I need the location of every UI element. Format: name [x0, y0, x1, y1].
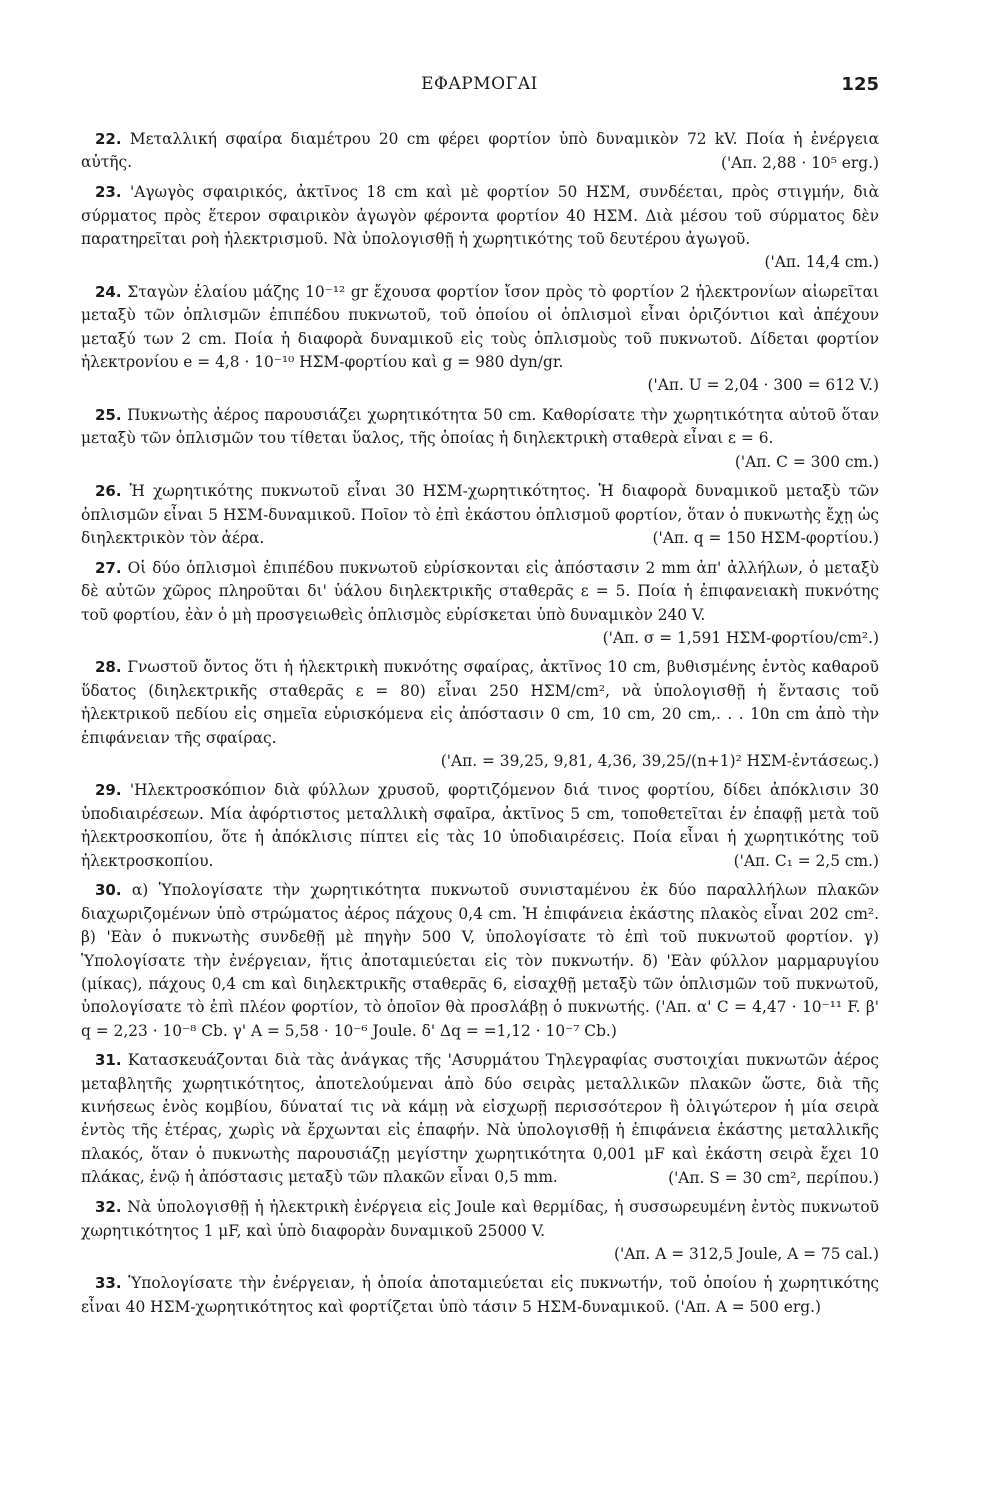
problem-29-answer: ('Απ. C₁ = 2,5 cm.) — [733, 852, 879, 870]
problem-28 — [81, 656, 879, 750]
problem-text: Γνωστοῦ ὄντος ὅτι ἡ ἠλεκτρικὴ πυκνότης σφαίρας, ἀκτῖνος 10 cm, βυθισμένης ἐντὸς καθαροῦ ὕδατος (διηλεκτρικῆς σταθερᾶς ε = 80) εἶναι 250 ΗΣΜ/cm², νὰ ὑπολογισθῇ ἡ ἔντασις τοῦ ἠλεκτρικοῦ πεδίου εἰς σημεῖα εὑρισκόμενα εἰς ἀπόστασιν 0 cm, 10 cm, 20 cm,. . . 10n cm ἀπὸ τὴν ἐπιφάνειαν τῆς σφαίρας. — [81, 658, 879, 747]
problem-23 — [81, 181, 879, 251]
problem-number: 24. — [95, 282, 122, 301]
problem-number: 31. — [95, 1051, 122, 1070]
problem-number: 32. — [95, 1198, 122, 1217]
problem-31-answer: ('Απ. S = 30 cm², περίπου.) — [668, 1168, 879, 1187]
problem-text: Νὰ ὑπολογισθῇ ἡ ἠλεκτρικὴ ἐνέργεια εἰς Joule καὶ θερμίδας, ἡ συσσωρευμένη ἐντὸς πυκνωτοῦ χωρητικότητος 1 μF, καὶ ὑπὸ διαφορὰν δυναμικοῦ 25000 V. — [81, 1198, 879, 1240]
page-header — [80, 74, 879, 98]
problem-text: Ὑπολογίσατε τὴν ἐνέργειαν, ἡ ὁποία ἀποταμιεύεται εἰς πυκνωτήν, τοῦ ὁποίου ἡ χωρητικότης εἶναι 40 ΗΣΜ-χωρητικότητος καὶ φορτίζεται ὑπὸ τάσιν 5 ΗΣΜ-δυναμικοῦ. ('Απ. A = 500 erg.) — [81, 1274, 879, 1316]
problem-number: 26. — [95, 482, 122, 501]
problem-number: 30. — [95, 881, 122, 900]
page-number: 125 — [841, 74, 879, 95]
problem-text: Μεταλλική σφαίρα διαμέτρου 20 cm φέρει φορτίον ὑπὸ δυναμικὸν 72 kV. Ποία ἡ ἐνέργεια αὐτῆς. — [81, 130, 879, 172]
problem-32 — [81, 1196, 879, 1243]
problem-28-answer: ('Απ. = 39,25, 9,81, 4,36, 39,25/(n+1)² ΗΣΜ-ἐντάσεως.) — [440, 751, 879, 770]
problem-number: 27. — [95, 558, 122, 577]
problem-text: 'Ηλεκτροσκόπιον διὰ φύλλων χρυσοῦ, φορτιζόμενον διά τινος φορτίου, δίδει ἀπόκλισιν 30 ὑποδιαιρέσεων. Μία ἀφόρτιστος μεταλλικὴ σφαῖρα, ἀκτῖνος 5 cm, τοποθετεῖται ἐν ἐπαφῇ μετὰ τοῦ ἠλεκτροσκοπίου, ὅτε ἡ ἀπόκλισις πίπτει εἰς τὰς 10 ὑποδιαιρέσεις. Ποία εἶναι ἡ χωρητικότης τοῦ ἠλεκτροσκοπίου. — [81, 781, 879, 870]
problem-number: 25. — [95, 405, 122, 424]
problem-number: 33. — [95, 1274, 122, 1293]
problem-22-answer: ('Απ. 2,88 · 10⁵ erg.) — [720, 153, 879, 172]
problem-text: α) Ὑπολογίσατε τὴν χωρητικότητα πυκνωτοῦ συνισταμένου ἐκ δύο παραλλήλων πλακῶν διαχωριζομένων ὑπὸ στρώματος ἀέρος πάχους 0,4 cm. Ἡ ἐπιφάνεια ἑκάστης πλακὸς εἶναι 202 cm². β) 'Εὰν ὁ πυκνωτὴς συνδεθῇ μὲ πηγὴν 500 V, ὑπολογίσατε τὸ ἐπὶ τοῦ πυκνωτοῦ φορτίον. γ) Ὑπολογίσατε τὴν ἐνέργειαν, ἥτις ἀποταμιεύεται εἰς τὸν πυκνωτήν. δ) 'Εὰν φύλλον μαρμαρυγίου (μίκας), πάχους 0,4 cm καὶ διηλεκτρικῆς σταθερᾶς 6, εἰσαχθῇ μεταξὺ τῶν ὁπλισμῶν τοῦ πυκνωτοῦ, ὑπολογίσατε τὸ ἐπὶ πλέον φορτίον, τὸ ὁποῖον θὰ προσλάβῃ ὁ πυκνωτής. ('Απ. α' C = 4,47 · 10⁻¹¹ F. β' q = 2,23 · 10⁻⁸ Cb. γ' A = 5,58 · 10⁻⁶ Joule. δ' Δq = =1,12 · 10⁻⁷ Cb.) — [81, 881, 879, 1040]
problem-text: 'Αγωγὸς σφαιρικός, ἀκτῖνος 18 cm καὶ μὲ φορτίον 50 ΗΣΜ, συνδέεται, πρὸς στιγμήν, διὰ σύρματος πρὸς ἕτερον σφαιρικὸν ἀγωγὸν φέροντα φορτίον 40 ΗΣΜ. Διὰ μέσου τοῦ σύρματος δὲν παρατηρεῖται ροὴ ἠλεκτρισμοῦ. Νὰ ὑπολογισθῇ ἡ χωρητικότης τοῦ δευτέρου ἀγωγοῦ. — [81, 183, 879, 249]
problem-33 — [81, 1272, 879, 1319]
running-title: ΕΦΑΡΜΟΓΑΙ — [421, 74, 538, 94]
problem-26-answer: ('Απ. q = 150 ΗΣΜ-φορτίου.) — [652, 529, 879, 548]
problem-number: 29. — [95, 781, 122, 800]
problem-27 — [81, 557, 879, 627]
problem-number: 22. — [95, 130, 122, 148]
problem-25-answer: ('Απ. C = 300 cm.) — [734, 452, 879, 471]
problem-25 — [81, 404, 879, 451]
problem-number: 28. — [95, 658, 122, 677]
problem-24-answer: ('Απ. U = 2,04 · 300 = 612 V.) — [647, 376, 879, 395]
problem-text: Ἡ χωρητικότης πυκνωτοῦ εἶναι 30 ΗΣΜ-χωρητικότητος. Ἡ διαφορὰ δυναμικοῦ μεταξὺ τῶν ὁπλισμῶν εἶναι 5 ΗΣΜ-δυναμικοῦ. Ποῖον τὸ ἐπὶ ἑκάστου ὁπλισμοῦ φορτίον, ὅταν ὁ πυκνωτὴς ἔχῃ ὡς διηλεκτρικὸν τὸν ἀέρα. — [81, 482, 879, 547]
problem-24 — [81, 281, 879, 375]
problem-number: 23. — [95, 183, 122, 202]
problem-23-answer: ('Απ. 14,4 cm.) — [764, 253, 879, 272]
problem-32-answer: ('Απ. A = 312,5 Joule, A = 75 cal.) — [613, 1244, 879, 1263]
problem-30 — [81, 879, 879, 1043]
problem-text: Σταγὼν ἐλαίου μάζης 10⁻¹² gr ἔχουσα φορτίον ἴσον πρὸς τὸ φορτίον 2 ἠλεκτρονίων αἰωρεῖται μεταξὺ τῶν ὁπλισμῶν ἐπιπέδου πυκνωτοῦ, τοῦ ὁποίου οἱ ὁπλισμοὶ εἶναι ὁριζόντιοι καὶ ἀπέχουν μεταξύ των 2 cm. Ποία ἡ διαφορὰ δυναμικοῦ εἰς τοὺς ὁπλισμοὺς τοῦ πυκνωτοῦ. Δίδεται φορτίον ἠλεκτρονίου e = 4,8 · 10⁻¹⁰ ΗΣΜ-φορτίου καὶ g = 980 dyn/gr. — [81, 282, 879, 372]
problem-27-answer: ('Απ. σ = 1,591 ΗΣΜ-φορτίου/cm².) — [602, 628, 879, 647]
problems-list — [81, 128, 879, 1325]
problem-text: Κατασκευάζονται διὰ τὰς ἀνάγκας τῆς 'Ασυρμάτου Τηλεγραφίας συστοιχίαι πυκνωτῶν ἀέρος μεταβλητῆς χωρητικότητος, ἀποτελούμεναι ἀπὸ δύο σειρὰς μεταλλικῶν πλακῶν ὥστε, διὰ τῆς κινήσεως ἑνὸς κομβίου, δύναταί τις νὰ κάμῃ νὰ εἰσχωρῇ περισσότερον ἢ ὀλιγώτερον ἡ μία σειρὰ ἐντὸς τῆς ἑτέρας, χωρὶς νὰ ἔρχωνται εἰς ἐπαφήν. Νὰ ὑπολογισθῇ ἡ ἐπιφάνεια ἑκάστης μεταλλικῆς πλακός, ὅταν ὁ πυκνωτὴς παρουσιάζῃ μεγίστην χωρητικότητα 0,001 μF καὶ ἑκάστη σειρὰ ἔχει 10 πλάκας, ἐνῷ ἡ ἀπόστασις μεταξὺ τῶν πλακῶν εἶναι 0,5 mm. — [81, 1051, 879, 1187]
problem-text: Οἱ δύο ὁπλισμοὶ ἐπιπέδου πυκνωτοῦ εὑρίσκονται εἰς ἀπόστασιν 2 mm ἀπ' ἀλλήλων, ὁ μεταξὺ δὲ αὐτῶν χῶρος πληροῦται δι' ὑάλου διηλεκτρικῆς σταθερᾶς ε = 5. Ποία ἡ ἐπιφανειακὴ πυκνότης τοῦ φορτίου, ἐὰν ὁ μὴ προσγειωθεὶς ὁπλισμὸς εὑρίσκεται ὑπὸ δυναμικὸν 240 V. — [81, 558, 879, 624]
problem-text: Πυκνωτὴς ἀέρος παρουσιάζει χωρητικότητα 50 cm. Καθορίσατε τὴν χωρητικότητα αὐτοῦ ὅταν μεταξὺ τῶν ὁπλισμῶν του τίθεται ὕαλος, τῆς ὁποίας ἡ διηλεκτρικὴ σταθερὰ εἶναι ε = 6. — [81, 405, 879, 448]
